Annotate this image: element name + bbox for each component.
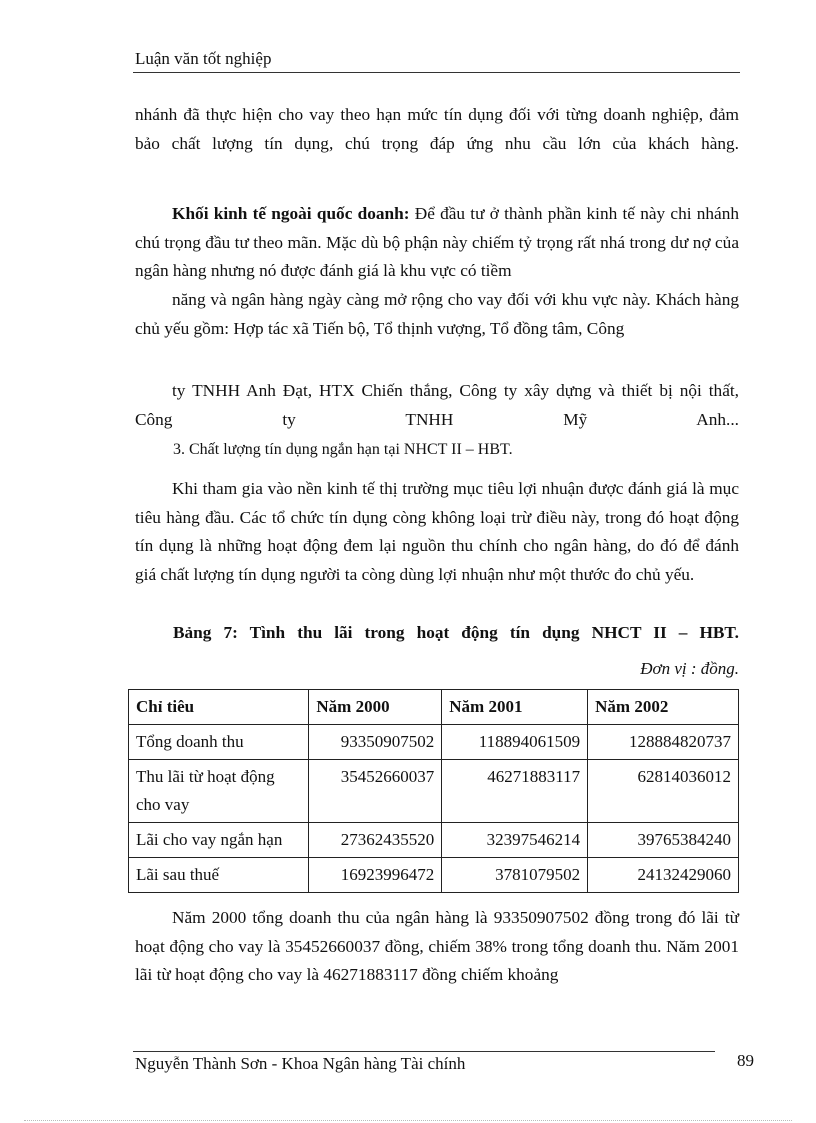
table-cell: 32397546214	[442, 823, 588, 858]
table-header-cell: Năm 2000	[309, 690, 442, 725]
paragraph-2	[135, 200, 739, 286]
table-cell: 16923996472	[309, 858, 442, 893]
footer-author: Nguyễn Thành Sơn - Khoa Ngân hàng Tài chính	[135, 1054, 466, 1073]
table-cell-label: Lãi sau thuế	[129, 858, 309, 893]
table-cell: 62814036012	[588, 760, 739, 823]
footer-divider	[133, 1051, 715, 1052]
table-cell: 46271883117	[442, 760, 588, 823]
table-row	[129, 823, 739, 858]
table-header-cell: Năm 2001	[442, 690, 588, 725]
table-row	[129, 858, 739, 893]
table-unit-note: Đơn vị : đồng.	[640, 659, 739, 678]
paragraph-6: Năm 2000 tổng doanh thu của ngân hàng là 93350907502 đồng trong đó lãi từ hoạt động cho vay là 35452660037 đồng, chiếm 38% trong tổng doanh thu. Năm 2001 lãi từ hoạt động cho vay là 46271883117 đồng chiếm khoảng	[135, 908, 739, 984]
table-header-row	[129, 690, 739, 725]
table-header-cell: Năm 2002	[588, 690, 739, 725]
table-cell: 35452660037	[309, 760, 442, 823]
page-bottom-edge	[24, 1120, 792, 1121]
table-cell: 39765384240	[588, 823, 739, 858]
paragraph-5: Khi tham gia vào nền kinh tế thị trường mục tiêu lợi nhuận được đánh giá là mục tiêu hàng đầu. Các tổ chức tín dụng còng không loại trừ điều này, trong đó hoạt động tín dụng là những hoạt động đem lại nguồn thu chính cho ngân hàng, do đó để đánh giá chất lượng tín dụng người ta còng dùng lợi nhuận như một thước đo chủ yếu.	[135, 479, 739, 584]
table-caption: Bảng 7: Tình thu lãi trong hoạt động tín dụng NHCT II – HBT.	[173, 623, 739, 642]
table-cell-label: Thu lãi từ hoạt động cho vay	[129, 760, 309, 823]
revenue-table	[128, 689, 739, 893]
table-cell-label: Tổng doanh thu	[129, 725, 309, 760]
table-cell-label: Lãi cho vay ngắn hạn	[129, 823, 309, 858]
paragraph-1: nhánh đã thực hiện cho vay theo hạn mức tín dụng đối với từng doanh nghiệp, đảm bảo chất lượng tín dụng, chú trọng đáp ứng nhu cầu lớn của khách hàng.	[135, 105, 739, 153]
page-number: 89	[737, 1051, 754, 1070]
running-header-title: Luận văn tốt nghiệp	[135, 49, 272, 68]
table-cell: 128884820737	[588, 725, 739, 760]
paragraph-2-text: Để đầu tư ở thành phần kinh tế này chi nhánh chú trọng đầu tư theo mãn. Mặc dù bộ phận này chiếm tỷ trọng rất nhá trong dư nợ của ngân hàng nhưng nó được đánh giá là khu vực có tiềm	[135, 204, 739, 280]
paragraph-2-bold-lead: Khối kinh tế ngoài quốc doanh:	[172, 204, 410, 223]
section-heading: 3. Chất lượng tín dụng ngắn hạn tại NHCT II – HBT.	[173, 441, 513, 458]
header-divider	[133, 72, 740, 73]
table-header-cell: Chỉ tiêu	[129, 690, 309, 725]
table-cell: 93350907502	[309, 725, 442, 760]
paragraph-3: năng và ngân hàng ngày càng mở rộng cho vay đối với khu vực này. Khách hàng chủ yếu gồm: Hợp tác xã Tiến bộ, Tổ thịnh vượng, Tổ đồng tâm, Công	[135, 290, 739, 338]
table-cell: 3781079502	[442, 858, 588, 893]
table-row	[129, 760, 739, 823]
table-cell: 27362435520	[309, 823, 442, 858]
table-cell: 118894061509	[442, 725, 588, 760]
table-cell: 24132429060	[588, 858, 739, 893]
paragraph-4: ty TNHH Anh Đạt, HTX Chiến thắng, Công ty xây dựng và thiết bị nội thất, Công ty TNHH Mỹ Anh...	[135, 381, 739, 429]
table-row	[129, 725, 739, 760]
